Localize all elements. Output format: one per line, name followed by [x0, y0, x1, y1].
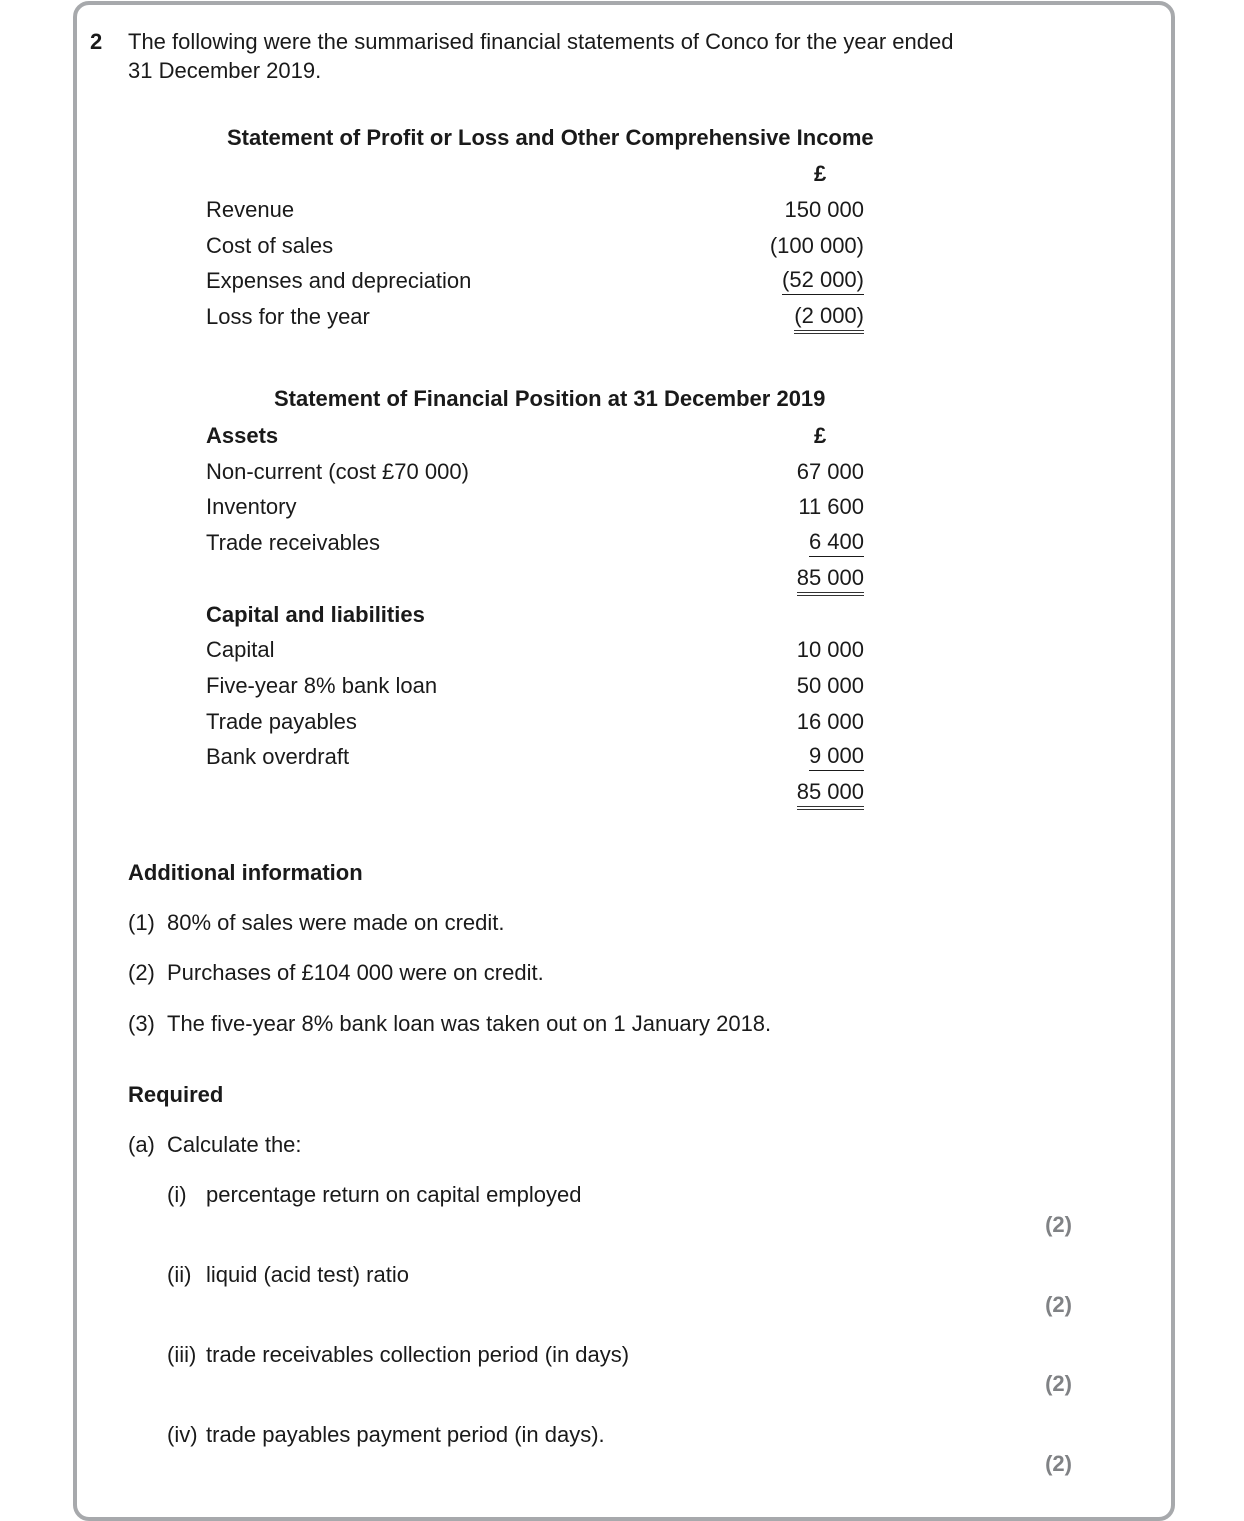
liabilities-heading: Capital and liabilities	[206, 602, 425, 627]
currency-header: £	[814, 423, 827, 448]
row-amount: (2 000)	[794, 304, 864, 334]
item-text: The five-year 8% bank loan was taken out on 1 January 2018.	[167, 1011, 772, 1036]
marks: (2)	[1045, 1451, 1072, 1476]
row-label: Cost of sales	[206, 233, 334, 258]
item-number: (2)	[128, 960, 155, 985]
financial-position-title: Statement of Financial Position at 31 December 2019	[274, 386, 826, 411]
liabilities-total: 85 000	[797, 780, 864, 810]
subpart-number: (i)	[167, 1182, 187, 1207]
part-number: (a)	[128, 1132, 155, 1157]
income-statement-title: Statement of Profit or Loss and Other Comprehensive Income	[227, 125, 874, 150]
subpart-text: trade payables payment period (in days).	[206, 1422, 605, 1447]
row-amount: (100 000)	[769, 233, 864, 258]
row-amount: 50 000	[796, 673, 864, 698]
row-label: Five-year 8% bank loan	[206, 673, 438, 698]
row-label: Bank overdraft	[206, 744, 350, 769]
item-number: (1)	[128, 910, 155, 935]
row-amount: 9 000	[809, 744, 864, 771]
intro-text: 31 December 2019.	[128, 58, 322, 83]
row-amount: 67 000	[796, 459, 864, 484]
row-label: Inventory	[206, 494, 297, 519]
row-label: Expenses and depreciation	[206, 268, 472, 293]
row-amount: 10 000	[796, 637, 864, 662]
required-heading: Required	[128, 1082, 224, 1107]
additional-heading: Additional information	[128, 860, 363, 885]
subpart-text: percentage return on capital employed	[206, 1182, 582, 1207]
question-number: 2	[90, 29, 103, 54]
marks: (2)	[1045, 1292, 1072, 1317]
row-label: Trade payables	[206, 709, 357, 734]
row-amount: (52 000)	[782, 268, 864, 295]
row-amount: 150 000	[784, 197, 864, 222]
item-number: (3)	[128, 1011, 155, 1036]
subpart-number: (iii)	[167, 1342, 197, 1367]
row-label: Capital	[206, 637, 275, 662]
subpart-text: liquid (acid test) ratio	[206, 1262, 409, 1287]
assets-heading: Assets	[206, 423, 279, 448]
item-text: Purchases of £104 000 were on credit.	[167, 960, 544, 985]
marks: (2)	[1045, 1212, 1072, 1237]
row-label: Trade receivables	[206, 530, 381, 555]
currency-header: £	[814, 161, 827, 186]
marks: (2)	[1045, 1371, 1072, 1396]
row-label: Non-current (cost £70 000)	[206, 459, 469, 484]
intro-text: The following were the summarised financial statements of Conco for the year ended	[128, 29, 954, 54]
part-text: Calculate the:	[167, 1132, 302, 1157]
row-amount: 16 000	[796, 709, 864, 734]
subpart-number: (iv)	[167, 1422, 198, 1447]
subpart-number: (ii)	[167, 1262, 192, 1287]
row-amount: 6 400	[809, 530, 864, 557]
item-text: 80% of sales were made on credit.	[167, 910, 505, 935]
assets-total: 85 000	[797, 566, 864, 596]
row-label: Loss for the year	[206, 304, 370, 329]
row-amount: 11 600	[798, 494, 864, 519]
row-label: Revenue	[206, 197, 295, 222]
subpart-text: trade receivables collection period (in days)	[206, 1342, 630, 1367]
